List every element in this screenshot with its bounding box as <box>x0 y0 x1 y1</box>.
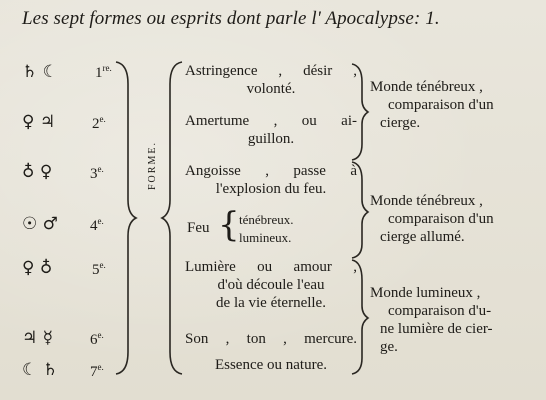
ordinal-2: $2^{e.}$ <box>92 114 106 132</box>
quality-1: Astringence , désir , volonté. <box>185 63 357 97</box>
ordinal-1: $1^{re.}$ <box>95 63 112 81</box>
monde-1: Monde ténébreux , comparaison d'un cierge. <box>370 79 494 131</box>
planet-symbols-row-2: ♀ ♃ <box>22 112 56 132</box>
planet-symbols-row-3: ♁ ♀ <box>22 162 53 182</box>
quality-left-brace <box>162 62 182 374</box>
quality-5: Lumière ou amour , d'où découle l'eau <box>185 259 357 293</box>
monde-2: Monde ténébreux , comparaison d'un cierge allumé. <box>370 193 494 245</box>
ordinal-right-brace <box>116 62 136 374</box>
ordinal-6: $6^{e.}$ <box>90 330 104 348</box>
planet-symbols-row-6: ♃ ☿ <box>22 328 54 348</box>
quality-5-cont: de la vie éternelle. <box>216 295 326 311</box>
ordinal-5: $5^{e.}$ <box>92 260 106 278</box>
planet-symbols-row-7: ☾ ♄ <box>22 360 58 380</box>
feu-tenebreux: ténébreux. <box>239 212 294 227</box>
forme-vertical-label: FORME. <box>147 141 158 190</box>
planet-symbols-row-5: ♀ ♁ <box>22 258 53 278</box>
ordinal-3: $3^{e.}$ <box>90 164 104 182</box>
ordinal-7: $7^{e.}$ <box>90 362 104 380</box>
planet-symbols-row-4: ☉ ♂ <box>22 214 58 234</box>
quality-3: Angoisse , passe à l'explosion du feu. <box>185 163 357 197</box>
feu-brace: { <box>218 205 240 245</box>
ordinal-4: $4^{e.}$ <box>90 216 104 234</box>
quality-2: Amertume , ou ai- guillon. <box>185 113 357 147</box>
feu-lumineux: lumineux. <box>239 230 292 245</box>
quality-6: Son , ton , mercure. <box>185 331 357 347</box>
quality-7: Essence ou nature. <box>214 357 328 373</box>
monde-3: Monde lumineux , comparaison d'u- ne lumière de cier- ge. <box>370 285 493 355</box>
page-title: Les sept formes ou esprits dont parle l' Apocalypse: 1. <box>22 8 440 29</box>
feu-label: Feu <box>187 220 210 236</box>
planet-symbols-row-1: ♄ ☾ <box>22 62 58 82</box>
